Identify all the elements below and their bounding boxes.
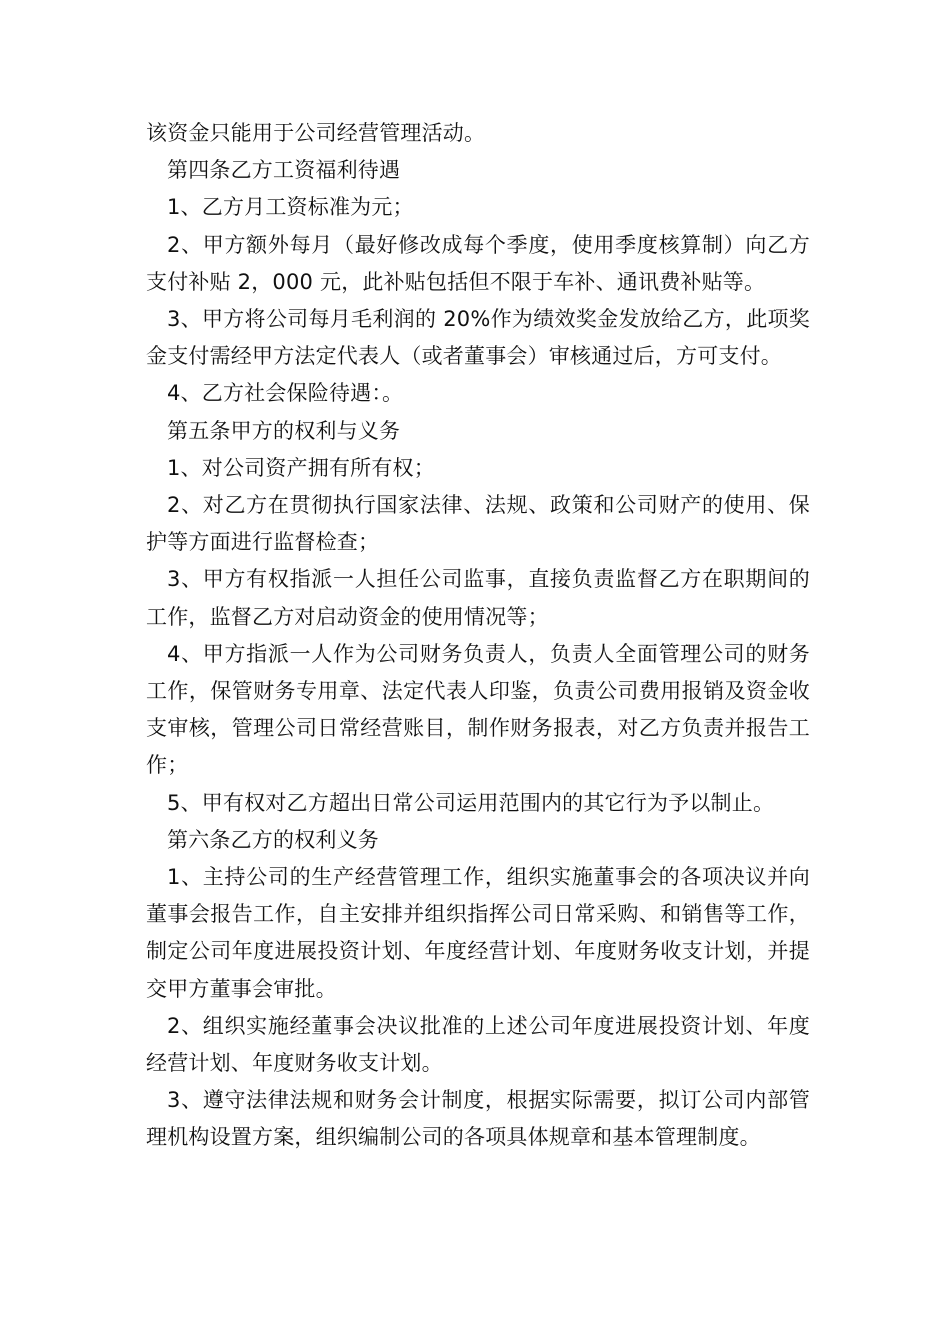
article-6-item-2: 2、组织实施经董事会决议批准的上述公司年度进展投资计划、年度经营计划、年度财务收支计划。: [146, 1013, 810, 1076]
article-4-item-3: 3、甲方将公司每月毛利润的 20%作为绩效奖金发放给乙方，此项奖金支付需经甲方法定代表人（或者董事会）审核通过后，方可支付。: [146, 307, 810, 369]
document-body: [146, 115, 810, 1157]
article-5-item-4: 4、甲方指派一人作为公司财务负责人，负责人全面管理公司的财务工作，保管财务专用章、法定代表人印鉴，负责公司费用报销及资金收支审核，管理公司日常经营账目，制作财务报表，对乙方负责并报告工作；: [146, 641, 810, 778]
article-4-item-1: 1、乙方月工资标准为元；: [167, 195, 414, 220]
paragraph-continuation: 该资金只能用于公司经营管理活动。: [146, 121, 486, 145]
article-6-item-3: 3、遵守法律法规和财务会计制度，根据实际需要，拟订公司内部管理机构设置方案，组织编制公司的各项具体规章和基本管理制度。: [146, 1088, 810, 1150]
article-4-item-2: 2、甲方额外每月（最好修改成每个季度，使用季度核算制）向乙方支付补贴 2，000 元，此补贴包括但不限于车补、通讯费补贴等。: [146, 232, 810, 294]
article-5-heading: 第五条甲方的权利与义务: [167, 418, 401, 443]
article-5-item-1: 1、对公司资产拥有所有权；: [167, 455, 435, 480]
article-5-item-2: 2、对乙方在贯彻执行国家法律、法规、政策和公司财产的使用、保护等方面进行监督检查；: [146, 493, 810, 555]
article-5-item-5: 5、甲有权对乙方超出日常公司运用范围内的其它行为予以制止。: [167, 790, 775, 815]
article-5-item-3: 3、甲方有权指派一人担任公司监事，直接负责监督乙方在职期间的工作，监督乙方对启动资金的使用情况等；: [146, 567, 810, 629]
article-6-heading: 第六条乙方的权利义务: [167, 827, 379, 852]
article-4-item-4: 4、乙方社会保险待遇：。: [167, 381, 404, 406]
article-6-item-1: 1、主持公司的生产经营管理工作，组织实施董事会的各项决议并向董事会报告工作，自主安排并组织指挥公司日常采购、和销售等工作，制定公司年度进展投资计划、年度经营计划、年度财务收支计划，并提交甲方董事会审批。: [146, 865, 810, 1001]
article-4-heading: 第四条乙方工资福利待遇: [167, 158, 401, 183]
